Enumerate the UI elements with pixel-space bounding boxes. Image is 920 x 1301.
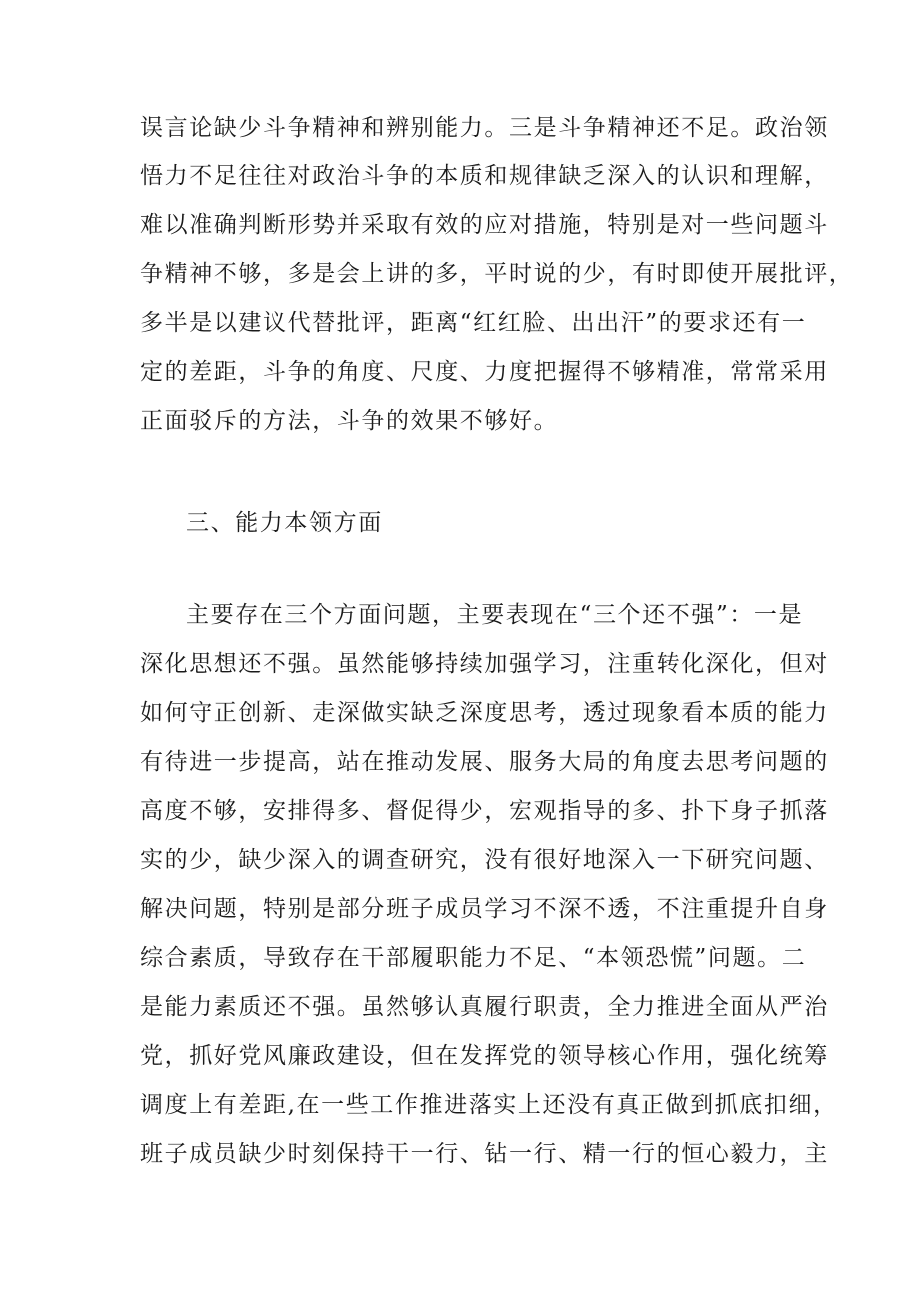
paragraph-line: 误言论缺少斗争精神和辨别能力。三是斗争精神还不足。政治领: [140, 115, 829, 141]
paragraph-line: 正面驳斥的方法，斗争的效果不够好。: [140, 408, 559, 434]
paragraph-line: 班子成员缺少时刻保持干一行、钻一行、精一行的恒心毅力，主: [140, 1141, 829, 1167]
paragraph-line: 是能力素质还不强。虽然够认真履行职责，全力推进全面从严治: [140, 994, 829, 1020]
paragraph-line: 难以准确判断形势并采取有效的应对措施，特别是对一些问题斗: [140, 212, 829, 238]
paragraph-line: 有待进一步提高，站在推动发展、服务大局的角度去思考问题的: [140, 749, 829, 775]
paragraph-line: 解决问题，特别是部分班子成员学习不深不透，不注重提升自身: [140, 896, 829, 922]
paragraph-line: 定的差距，斗争的角度、尺度、力度把握得不够精准，常常采用: [140, 359, 829, 385]
section-heading: 三、能力本领方面: [186, 510, 383, 536]
paragraph-line: 实的少，缺少深入的调查研究，没有很好地深入一下研究问题、: [140, 847, 829, 873]
paragraph-line: 深化思想还不强。虽然能够持续加强学习，注重转化深化，但对: [140, 651, 829, 677]
paragraph-line: 主要存在三个方面问题，主要表现在“三个还不强”：一是: [186, 602, 804, 628]
paragraph-line: 调度上有差距,在一些工作推进落实上还没有真正做到抓底扣细，: [140, 1092, 838, 1118]
paragraph-line: 综合素质，导致存在干部履职能力不足、“本领恐慌”问题。二: [140, 945, 807, 971]
paragraph-line: 争精神不够，多是会上讲的多，平时说的少，有时即使开展批评，: [140, 261, 854, 287]
paragraph-line: 悟力不足往往对政治斗争的本质和规律缺乏深入的认识和理解，: [140, 163, 829, 189]
paragraph-line: 高度不够，安排得多、督促得少，宏观指导的多、扑下身子抓落: [140, 798, 829, 824]
paragraph-line: 党，抓好党风廉政建设，但在发挥党的领导核心作用，强化统筹: [140, 1043, 829, 1069]
paragraph-line: 如何守正创新、走深做实缺乏深度思考，透过现象看本质的能力: [140, 700, 829, 726]
paragraph-line: 多半是以建议代替批评，距离“红红脸、出出汗”的要求还有一: [140, 310, 807, 336]
